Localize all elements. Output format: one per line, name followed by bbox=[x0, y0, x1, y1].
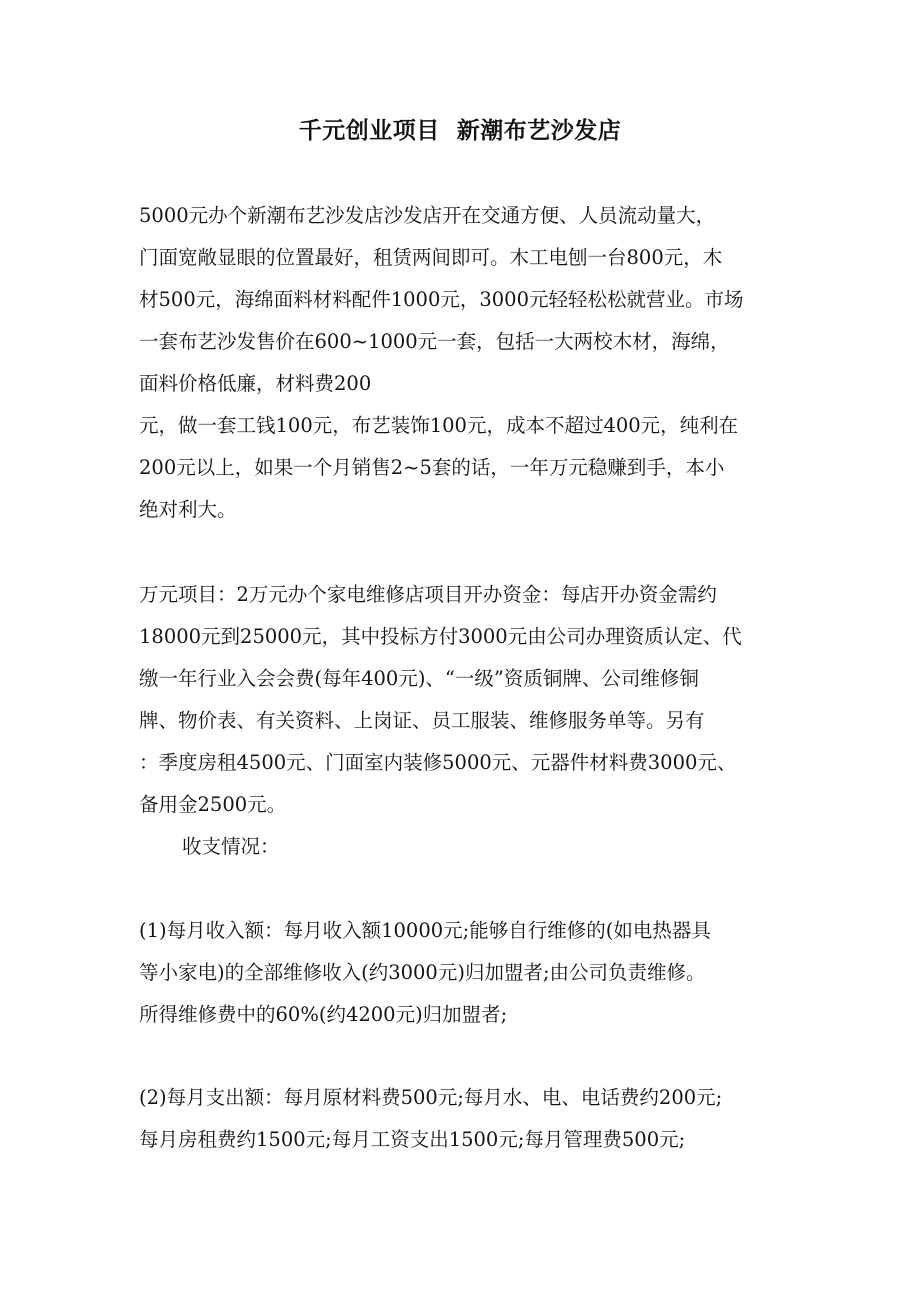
paragraph-line: 18000元到25000元，其中投标方付3000元由公司办理资质认定、代 bbox=[139, 625, 742, 648]
document-title: 千元创业项目 新潮布艺沙发店 bbox=[298, 118, 622, 144]
paragraph-line: (2)每月支出额：每月原材料费500元;每月水、电、电话费约200元; bbox=[139, 1086, 723, 1109]
paragraph-line: 元，做一套工钱100元，布艺装饰100元，成本不超过400元，纯利在 bbox=[139, 414, 739, 437]
paragraph-line: 等小家电)的全部维修收入(约3000元)归加盟者;由公司负责维修。 bbox=[139, 961, 706, 984]
paragraph-line: ：季度房租4500元、门面室内装修5000元、元器件材料费3000元、 bbox=[139, 751, 737, 774]
paragraph-line: 门面宽敞显眼的位置最好，租赁两间即可。木工电刨一台800元，木 bbox=[139, 246, 723, 269]
paragraph-line: (1)每月收入额：每月收入额10000元;能够自行维修的(如电热器具 bbox=[139, 919, 711, 942]
paragraph-line: 所得维修费中的60%(约4200元)归加盟者; bbox=[139, 1003, 508, 1026]
paragraph-line: 备用金2500元。 bbox=[139, 793, 287, 816]
paragraph-line: 绝对利大。 bbox=[139, 498, 237, 521]
paragraph-line: 材500元，海绵面料材料配件1000元，3000元轻轻松松就营业。市场 bbox=[139, 288, 744, 311]
paragraph-line: 一套布艺沙发售价在600~1000元一套，包括一大两校木材，海绵， bbox=[139, 330, 730, 353]
paragraph-line: 5000元办个新潮布艺沙发店沙发店开在交通方便、人员流动量大， bbox=[139, 204, 716, 227]
paragraph-line: 缴一年行业入会会费(每年400元)、“一级”资质铜牌、公司维修铜 bbox=[139, 667, 699, 690]
paragraph-line: 牌、物价表、有关资料、上岗证、员工服装、维修服务单等。另有 bbox=[139, 709, 705, 732]
paragraph-line: 每月房租费约1500元;每月工资支出1500元;每月管理费500元; bbox=[139, 1128, 686, 1151]
income-expense-subheading: 收支情况： bbox=[182, 835, 280, 858]
paragraph-line: 200元以上，如果一个月销售2~5套的话，一年万元稳赚到手，本小 bbox=[139, 456, 725, 479]
paragraph-line: 面料价格低廉，材料费200 bbox=[139, 372, 372, 395]
paragraph-line: 万元项目：2万元办个家电维修店项目开办资金：每店开办资金需约 bbox=[139, 583, 717, 606]
